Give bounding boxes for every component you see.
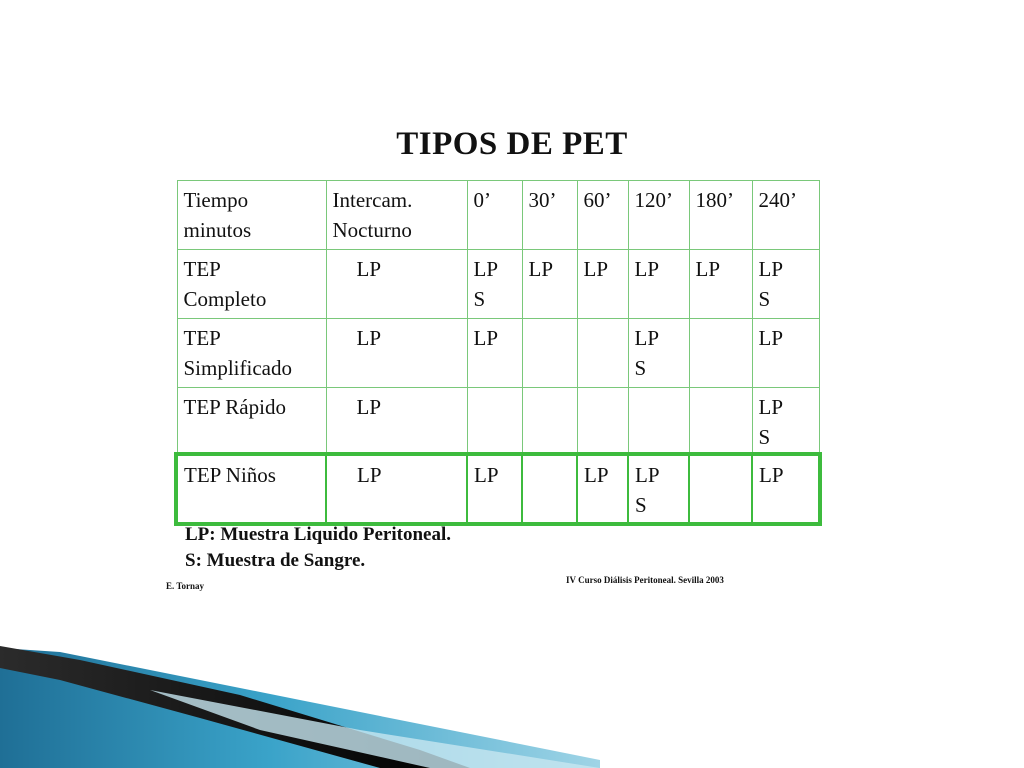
cell-text: LP: [473, 326, 499, 350]
cell-text: TEP Rápido: [183, 395, 286, 419]
cell-text: Intercam.: [332, 188, 413, 212]
cell-text: 60’: [583, 188, 612, 212]
cell-text: LP: [634, 326, 660, 350]
cell-text: 120’: [634, 188, 673, 212]
cell-text: LP: [473, 257, 499, 281]
cell-text: LP: [759, 463, 784, 487]
cell-text: TEP: [183, 326, 221, 350]
source-credit: IV Curso Diálisis Peritoneal. Sevilla 2003: [566, 575, 724, 585]
cell-text: LP: [357, 463, 382, 487]
cell-text: 30’: [528, 188, 557, 212]
cell-text: LP: [758, 257, 784, 281]
cell-text: LP: [584, 463, 609, 487]
cell-text: S: [635, 493, 647, 517]
cell-text: Tiempo: [183, 188, 249, 212]
legend-lp: LP: Muestra Liquido Peritoneal.: [185, 524, 451, 545]
cell-text: S: [758, 287, 771, 311]
cell-text: S: [634, 356, 647, 380]
cell-text: LP: [758, 395, 784, 419]
cell-text: LP: [634, 257, 660, 281]
page-title: TIPOS DE PET: [396, 126, 628, 162]
cell-text: Simplificado: [183, 356, 292, 380]
cell-text: 0’: [473, 188, 491, 212]
cell-text: Completo: [183, 287, 267, 311]
cell-text: LP: [695, 257, 721, 281]
cell-text: LP: [583, 257, 609, 281]
cell-text: TEP Niños: [184, 463, 276, 487]
cell-text: LP: [758, 326, 784, 350]
author-credit: E. Tornay: [166, 581, 205, 591]
cell-text: minutos: [183, 218, 252, 242]
cell-text: 240’: [758, 188, 797, 212]
cell-text: Nocturno: [332, 218, 412, 242]
cell-text: LP: [474, 463, 499, 487]
cell-text: LP: [528, 257, 554, 281]
cell-text: S: [473, 287, 486, 311]
cell-text: TEP: [183, 257, 221, 281]
cell-text: LP: [356, 257, 382, 281]
cell-text: LP: [635, 463, 660, 487]
cell-text: 180’: [695, 188, 734, 212]
legend-s: S: Muestra de Sangre.: [185, 550, 366, 571]
cell-text: S: [758, 425, 771, 449]
cell-text: LP: [356, 326, 382, 350]
cell-text: LP: [356, 395, 382, 419]
